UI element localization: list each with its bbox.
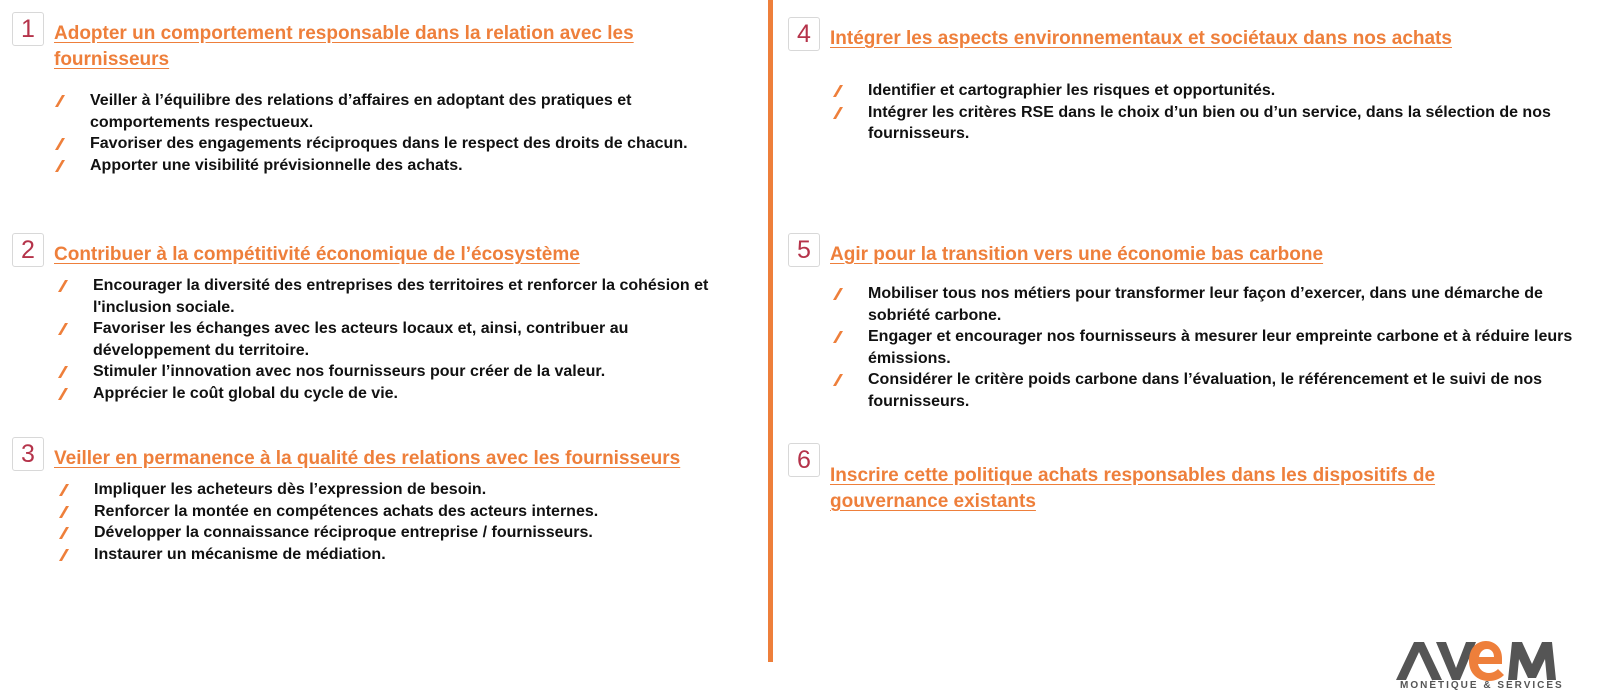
section-number: 2 xyxy=(12,233,44,267)
list-item: Apprécier le coût global du cycle de vie. xyxy=(57,383,727,405)
list-item: Développer la connaissance réciproque entreprise / fournisseurs. xyxy=(58,522,738,544)
slash-bullet-icon xyxy=(57,365,69,379)
bullet-list xyxy=(832,283,1602,412)
section-title: Agir pour la transition vers une économie bas carbone xyxy=(830,244,1324,265)
slash-bullet-icon xyxy=(58,505,70,519)
section-number: 5 xyxy=(788,233,820,267)
section-title: Veiller en permanence à la qualité des relations avec les fournisseurs xyxy=(54,448,681,469)
list-item: Engager et encourager nos fournisseurs à mesurer leur empreinte carbone et à réduire leurs émissions. xyxy=(832,326,1602,369)
list-item: Stimuler l’innovation avec nos fournisseurs pour créer de la valeur. xyxy=(57,361,727,383)
list-item: Impliquer les acheteurs dès l’expression de besoin. xyxy=(58,479,738,501)
slash-bullet-icon xyxy=(54,159,66,173)
list-item: Intégrer les critères RSE dans le choix d’un bien ou d’un service, dans la sélection de nos fournisseurs. xyxy=(832,102,1572,145)
section-number: 1 xyxy=(12,12,44,46)
column-divider xyxy=(768,0,773,662)
section-title: Adopter un comportement responsable dans la relation avec les fournisseurs xyxy=(54,23,634,70)
section-title: Inscrire cette politique achats responsables dans les dispositifs de gouvernance existants xyxy=(830,465,1436,512)
list-item: Mobiliser tous nos métiers pour transformer leur façon d’exercer, dans une démarche de sobriété carbone. xyxy=(832,283,1602,326)
slash-bullet-icon xyxy=(832,287,844,301)
list-item: Considérer le critère poids carbone dans l’évaluation, le référencement et le suivi de nos fournisseurs. xyxy=(832,369,1602,412)
slash-bullet-icon xyxy=(57,387,69,401)
section-number: 3 xyxy=(12,437,44,471)
slash-bullet-icon xyxy=(58,548,70,562)
list-item: Favoriser les échanges avec les acteurs locaux et, ainsi, contribuer au développement du territoire. xyxy=(57,318,727,361)
bullet-list xyxy=(57,275,727,404)
section-title: Contribuer à la compétitivité économique de l’écosystème xyxy=(54,244,580,265)
section-number: 4 xyxy=(788,17,820,51)
list-item: Encourager la diversité des entreprises des territoires et renforcer la cohésion et l'inclusion sociale. xyxy=(57,275,727,318)
bullet-list xyxy=(58,479,738,565)
list-item: Identifier et cartographier les risques et opportunités. xyxy=(832,80,1572,102)
list-item: Instaurer un mécanisme de médiation. xyxy=(58,544,738,566)
slash-bullet-icon xyxy=(54,137,66,151)
section-title: Intégrer les aspects environnementaux et sociétaux dans nos achats xyxy=(830,28,1452,49)
section-number: 6 xyxy=(788,443,820,477)
list-item: Renforcer la montée en compétences achats des acteurs internes. xyxy=(58,501,738,523)
list-item: Veiller à l’équilibre des relations d’affaires en adoptant des pratiques et comportements respectueux. xyxy=(54,90,744,133)
slash-bullet-icon xyxy=(58,483,70,497)
logo-subtitle: MONÉTIQUE & SERVICES xyxy=(1400,680,1564,691)
list-item: Apporter une visibilité prévisionnelle des achats. xyxy=(54,155,744,177)
bullet-list xyxy=(54,90,744,176)
slash-bullet-icon xyxy=(57,279,69,293)
slash-bullet-icon xyxy=(57,322,69,336)
slash-bullet-icon xyxy=(832,84,844,98)
slash-bullet-icon xyxy=(58,526,70,540)
slash-bullet-icon xyxy=(832,106,844,120)
list-item: Favoriser des engagements réciproques dans le respect des droits de chacun. xyxy=(54,133,744,155)
slash-bullet-icon xyxy=(832,330,844,344)
bullet-list xyxy=(832,80,1572,145)
slash-bullet-icon xyxy=(54,94,66,108)
slash-bullet-icon xyxy=(832,373,844,387)
